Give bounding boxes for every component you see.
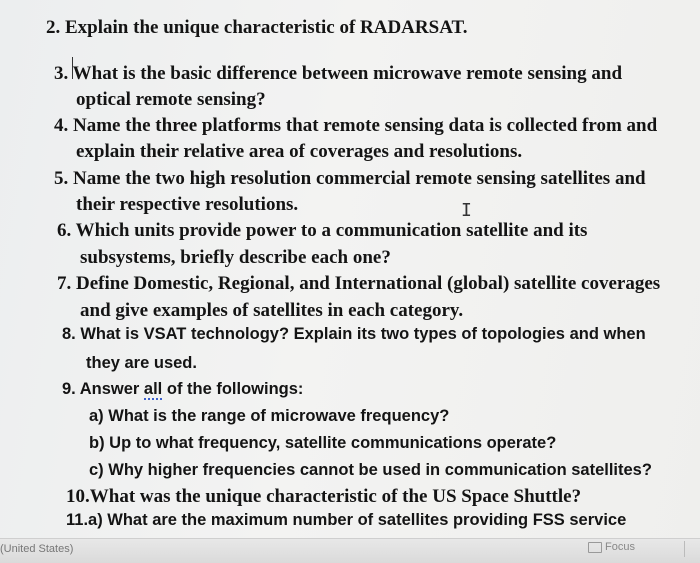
question-9-all-word: all <box>143 380 163 398</box>
question-9a: a) What is the range of microwave frequency? <box>89 407 450 425</box>
question-5-line-2: their respective resolutions. <box>76 194 299 215</box>
question-10: 10.What was the unique characteristic of the US Space Shuttle? <box>66 486 582 507</box>
question-11: 11.a) What are the maximum number of satellites providing FSS service <box>66 511 627 529</box>
question-5-line-1: 5. Name the two high resolution commercial remote sensing satellites and <box>54 168 646 189</box>
question-6-line-1: 6. Which units provide power to a communication satellite and its <box>57 220 588 241</box>
focus-icon <box>588 542 602 553</box>
status-bar <box>0 538 700 563</box>
question-8-line-1: 8. What is VSAT technology? Explain its two types of topologies and when <box>62 325 646 343</box>
focus-mode-button[interactable] <box>588 541 635 553</box>
focus-label: Focus <box>605 541 635 553</box>
question-9b: b) Up to what frequency, satellite communications operate? <box>89 434 557 452</box>
text-cursor-icon: I <box>461 200 472 221</box>
question-9-suffix: of the followings: <box>162 380 304 398</box>
question-7-line-1: 7. Define Domestic, Regional, and International (global) satellite coverages <box>57 273 661 294</box>
question-4-line-1: 4. Name the three platforms that remote sensing data is collected from and <box>54 115 658 136</box>
question-8-line-2: they are used. <box>86 354 197 372</box>
question-3-line-1: 3. What is the basic difference between microwave remote sensing and <box>54 63 623 84</box>
question-7-line-2: and give examples of satellites in each category. <box>80 300 464 321</box>
question-9 <box>62 380 303 399</box>
question-9-prefix: 9. Answer <box>62 380 144 398</box>
question-9c: c) Why higher frequencies cannot be used in communication satellites? <box>89 461 652 479</box>
question-2: 2. Explain the unique characteristic of RADARSAT. <box>46 17 468 38</box>
question-3-line-2: optical remote sensing? <box>76 89 266 110</box>
question-4-line-2: explain their relative area of coverages and resolutions. <box>76 141 523 162</box>
question-6-line-2: subsystems, briefly describe each one? <box>80 247 391 268</box>
view-toggle-icon[interactable] <box>684 541 700 557</box>
language-indicator[interactable]: (United States) <box>0 543 74 555</box>
